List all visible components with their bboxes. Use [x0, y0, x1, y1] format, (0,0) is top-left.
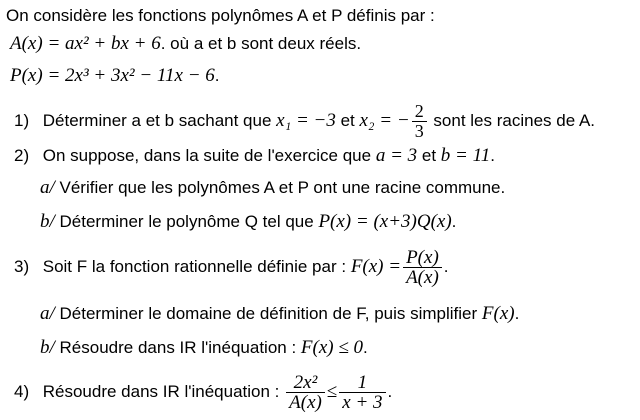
question-2-number: 2) [14, 146, 30, 165]
question-4-fraction-1 [286, 373, 325, 412]
question-3-text: Soit F la fonction rationnelle définie par : [42, 257, 347, 276]
question-3 [14, 246, 449, 288]
definition-p [10, 66, 220, 86]
question-3a-text: Déterminer le domaine de définition de F, puis simplifier [59, 304, 478, 323]
question-3b-label: b/ [40, 337, 55, 358]
question-4-fraction-1-denominator: A(x) [289, 392, 322, 414]
question-3b-text: Résoudre dans IR l'inéquation : [59, 338, 297, 357]
question-2a-label: a/ [40, 177, 55, 198]
question-4-fraction-1-numerator: 2x² [286, 373, 325, 393]
question-4-fraction-2-numerator: 1 [339, 373, 385, 393]
question-3-fraction [403, 248, 442, 287]
question-2-and: et [421, 146, 437, 165]
question-2b-text: Déterminer le polynôme Q tel que [59, 212, 314, 231]
question-1-x1: x₁ = −3 [276, 110, 336, 131]
question-4-text: Résoudre dans IR l'inéquation : [42, 382, 280, 401]
intro-text: On considère les fonctions polynômes A et P définis par : [6, 6, 435, 25]
question-2 [14, 146, 495, 166]
question-4-number: 4) [14, 382, 30, 401]
question-1-x2: x₂ = − [359, 110, 410, 131]
question-3a [40, 304, 519, 324]
question-3-fraction-denominator: A(x) [406, 267, 439, 289]
question-1-text: Déterminer a et b sachant que [42, 111, 272, 130]
question-2b-end: . [451, 212, 457, 231]
question-1-fraction [412, 102, 427, 141]
definition-a-expr: A(x) = ax² + bx + 6 [10, 33, 161, 54]
question-3b-expr: F(x) ≤ 0 [300, 337, 364, 358]
question-4-operator: ≤ [326, 381, 338, 402]
question-3a-label: a/ [40, 303, 55, 324]
question-3b-end: . [363, 338, 368, 357]
question-2b-expr: P(x) = (x+3)Q(x) [318, 211, 452, 232]
question-1-and: et [340, 111, 355, 130]
question-2a [40, 178, 505, 198]
question-2-b-value: b = 11 [440, 145, 491, 166]
question-1 [14, 100, 595, 142]
question-2-end: . [490, 146, 495, 165]
question-3-fraction-numerator: P(x) [403, 248, 442, 268]
question-1-number: 1) [14, 111, 30, 130]
definition-p-end: . [214, 66, 220, 85]
question-1-post: sont les racines de A. [433, 111, 596, 130]
question-1-fraction-denominator: 3 [414, 121, 424, 142]
question-3-end: . [443, 257, 449, 276]
definition-p-expr: P(x) = 2x³ + 3x² − 11x − 6 [10, 65, 215, 86]
question-3a-expr: F(x) [481, 303, 515, 324]
definition-a-rest: . où a et b sont deux réels. [160, 34, 362, 53]
question-1-fraction-numerator: 2 [412, 102, 427, 122]
question-2-a-value: a = 3 [375, 145, 418, 166]
question-4-fraction-2-denominator: x + 3 [342, 392, 383, 414]
question-3-lhs: F(x) = [350, 256, 402, 277]
definition-a [10, 34, 361, 54]
question-2b-label: b/ [40, 211, 55, 232]
question-2a-text: Vérifier que les polynômes A et P ont une racine commune. [59, 178, 506, 197]
question-3-number: 3) [14, 257, 30, 276]
question-3a-end: . [514, 304, 520, 323]
question-2-text: On suppose, dans la suite de l'exercice que [42, 146, 372, 165]
question-3b [40, 338, 368, 358]
question-4-fraction-2 [339, 373, 385, 412]
question-4 [14, 370, 392, 414]
question-2b [40, 212, 456, 232]
question-4-end: . [387, 382, 393, 401]
